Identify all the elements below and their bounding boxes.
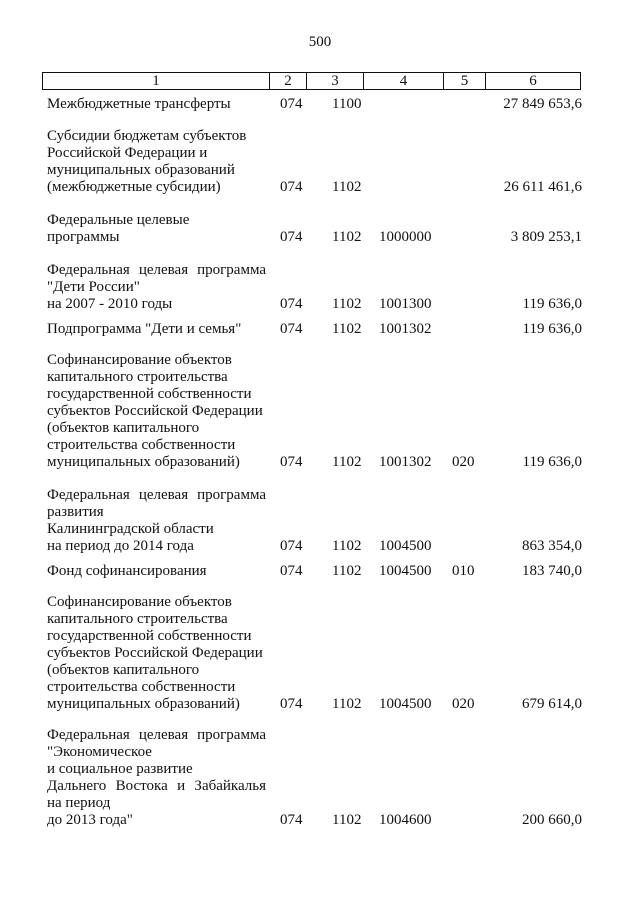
row-col-2: 074 [280,179,303,195]
row-col-4: 1004500 [379,538,432,554]
row-col-3: 1102 [332,563,362,579]
row-col-6: 3 809 253,1 [510,229,582,245]
row-col-2: 074 [280,96,303,112]
header-col-6: 6 [529,73,537,89]
row-col-6: 119 636,0 [522,454,582,470]
row-col-4: 1004500 [379,696,432,712]
row-name: Межбюджетные трансферты [47,96,231,112]
row-col-5: 020 [452,696,475,712]
row-name: Федеральная целевая программа "Экономическое и социальное развитие Дальнего Востока и Забайкалья на период до 2013 года" [47,727,266,828]
row-col-2: 074 [280,454,303,470]
row-col-6: 679 614,0 [522,696,582,712]
row-col-3: 1102 [332,812,362,828]
table-row [47,594,582,713]
row-col-6: 863 354,0 [522,538,582,554]
row-col-3: 1102 [332,229,362,245]
row-col-2: 074 [280,812,303,828]
table-row [47,96,582,113]
header-col-3: 3 [307,73,364,89]
row-name: Софинансирование объектов капитального строительства государственной собственности субъектов Российской Федерации (объектов капитального строительства собственности муниципальных образований) [47,594,263,712]
row-col-3: 1100 [332,96,362,112]
row-col-4: 1004500 [379,563,432,579]
row-col-3: 1102 [332,696,362,712]
row-col-6: 119 636,0 [522,321,582,337]
row-name: Федеральные целевые программы [47,212,190,245]
table-row [47,563,582,580]
row-col-6: 119 636,0 [522,296,582,312]
table-row [47,128,582,196]
row-name: Софинансирование объектов капитального строительства государственной собственности субъектов Российской Федерации (объектов капитального строительства собственности муниципальных образований) [47,352,263,470]
row-col-2: 074 [280,696,303,712]
row-col-4: 1004600 [379,812,432,828]
table-row [47,321,582,338]
row-name: Подпрограмма "Дети и семья" [47,321,242,337]
row-col-6: 27 849 653,6 [503,96,582,112]
row-col-2: 074 [280,296,303,312]
row-col-4: 1001302 [379,321,432,337]
row-col-2: 074 [280,321,303,337]
page-number: 500 [308,34,332,50]
row-col-4: 1000000 [379,229,432,245]
table-row [47,727,582,829]
table-row [47,352,582,471]
table-row [47,487,582,555]
row-col-6: 26 611 461,6 [503,179,582,195]
row-col-3: 1102 [332,454,362,470]
row-col-2: 074 [280,538,303,554]
row-col-5: 020 [452,454,475,470]
row-col-6: 183 740,0 [522,563,582,579]
row-name: Фонд софинансирования [47,563,207,579]
header-col-2: 2 [270,73,307,89]
table-body [47,96,582,829]
row-col-4: 1001300 [379,296,432,312]
table-header [42,72,581,90]
row-col-2: 074 [280,229,303,245]
row-col-3: 1102 [332,321,362,337]
row-col-6: 200 660,0 [522,812,582,828]
row-col-3: 1102 [332,179,362,195]
row-name: Субсидии бюджетам субъектов Российской Федерации и муниципальных образований (межбюджетные субсидии) [47,128,247,195]
row-col-3: 1102 [332,538,362,554]
header-col-5: 5 [444,73,486,89]
row-col-2: 074 [280,563,303,579]
table-row [47,212,582,246]
row-name: Федеральная целевая программа "Дети России" на 2007 - 2010 годы [47,262,266,312]
row-name: Федеральная целевая программа развития Калининградской области на период до 2014 года [47,487,266,554]
row-col-4: 1001302 [379,454,432,470]
header-col-1: 1 [43,73,270,89]
table-row [47,262,582,313]
row-col-5: 010 [452,563,475,579]
header-col-4: 4 [364,73,444,89]
row-col-3: 1102 [332,296,362,312]
